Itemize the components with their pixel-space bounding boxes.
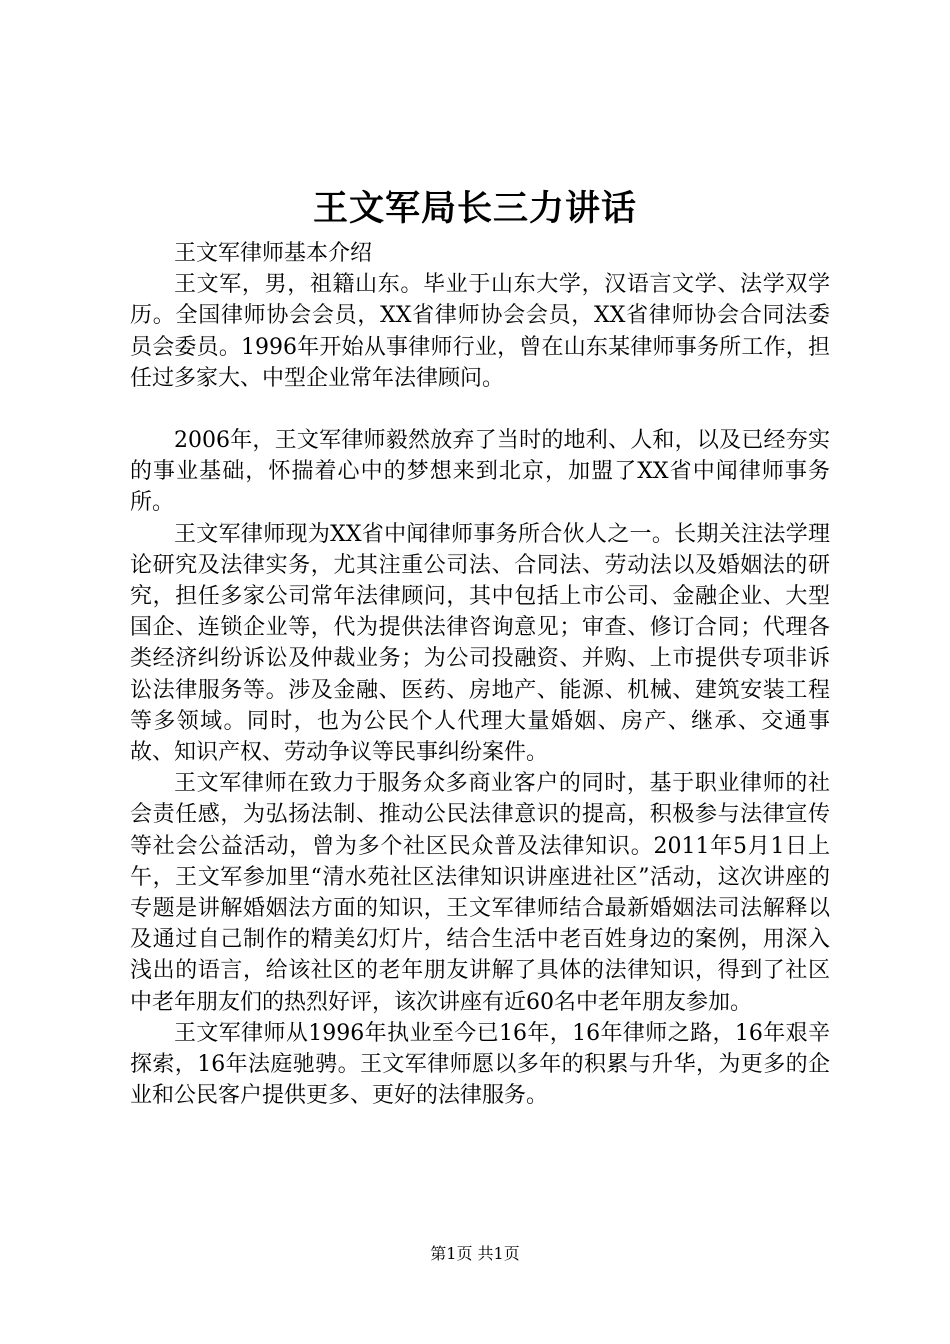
document-title: 王文军局长三力讲话 bbox=[312, 188, 637, 229]
document-body bbox=[130, 238, 830, 1111]
footer-page-current: 第1页 bbox=[430, 1244, 473, 1263]
paragraph-closing: 王文军律师从1996年执业至今已16年，16年律师之路，16年艰辛探索，16年法庭驰骋。王文军律师愿以多年的积累与升华，为更多的企业和公民客户提供更多、更好的法律服务。 bbox=[130, 1020, 830, 1109]
paragraph-2006: 2006年，王文军律师毅然放弃了当时的地利、人和，以及已经夯实的事业基础，怀揣着心中的梦想来到北京，加盟了XX省中闻律师事务所。 bbox=[130, 428, 830, 516]
paragraph-biography: 王文军，男，祖籍山东。毕业于山东大学，汉语言文学、法学双学历。全国律师协会会员，XX省律师协会会员，XX省律师协会合同法委员会委员。1996年开始从事律师行业，曾在山东某律师事务所工作，担任过多家大、中型企业常年法律顾问。 bbox=[130, 272, 830, 391]
paragraph-practice: 王文军律师现为XX省中闻律师事务所合伙人之一。长期关注法学理论研究及法律实务，尤其注重公司法、合同法、劳动法以及婚姻法的研究，担任多家公司常年法律顾问，其中包括上市公司、金融企业、大型国企、连锁企业等，代为提供法律咨询意见；审查、修订合同；代理各类经济纠纷诉讼及仲裁业务；为公司投融资、并购、上市提供专项非诉讼法律服务等。涉及金融、医药、房地产、能源、机械、建筑安装工程等多领域。同时，也为公民个人代理大量婚姻、房产、继承、交通事故、知识产权、劳动争议等民事纠纷案件。 bbox=[130, 521, 830, 766]
footer-page-total: 共1页 bbox=[477, 1244, 520, 1263]
page-footer bbox=[0, 1243, 950, 1265]
paragraph-public-service: 王文军律师在致力于服务众多商业客户的同时，基于职业律师的社会责任感，为弘扬法制、推动公民法律意识的提高，积极参与法律宣传等社会公益活动，曾为多个社区民众普及法律知识。2011年5月1日上午，王文军参加里“清水苑社区法律知识讲座进社区”活动，这次讲座的专题是讲解婚姻法方面的知识，王文军律师结合最新婚姻法司法解释以及通过自己制作的精美幻灯片，结合生活中老百姓身边的案例，用深入浅出的语言，给该社区的老年朋友讲解了具体的法律知识，得到了社区中老年朋友们的热烈好评，该次讲座有近60名中老年朋友参加。 bbox=[130, 771, 830, 1015]
paragraph-intro-heading: 王文军律师基本介绍 bbox=[174, 241, 373, 266]
